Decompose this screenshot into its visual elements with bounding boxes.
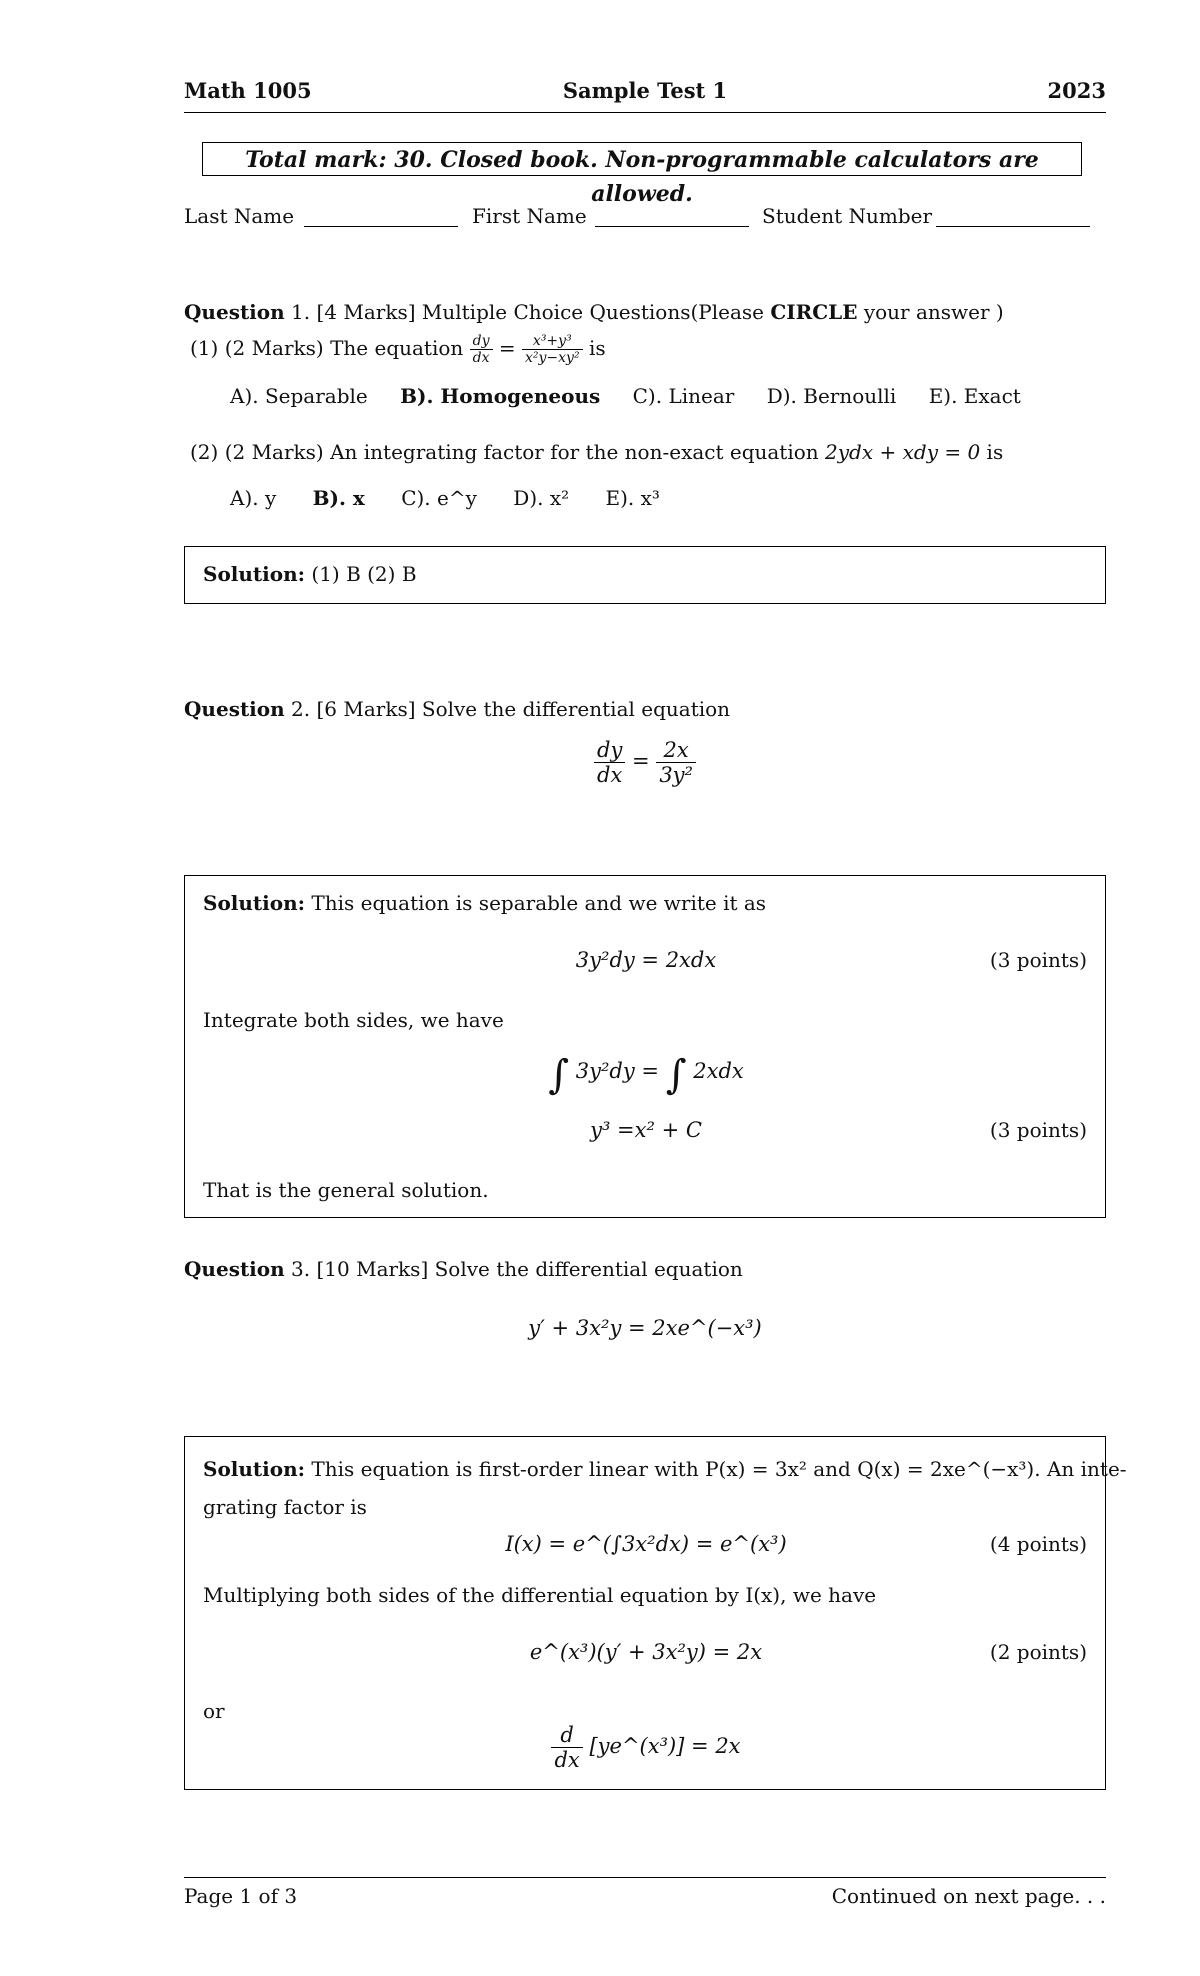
q2-equation: $\frac{dy}{dx}$ = $\frac{2x}{\text{3y²}}$: [184, 738, 1106, 787]
question-intro: [4 Marks] Multiple Choice Questions(Please: [310, 300, 771, 324]
question-label: Question: [184, 1257, 285, 1281]
option-d[interactable]: D). x²: [513, 486, 570, 510]
solution-line-2: Integrate both sides, we have: [203, 1008, 504, 1032]
test-title: Sample Test 1: [562, 78, 728, 103]
integral-lhs: 3y²dy =: [575, 1059, 660, 1083]
q1-part1-options: [230, 384, 1021, 408]
question-intro: [6 Marks] Solve the differential equation: [310, 697, 731, 721]
q1-part2-options: [230, 486, 660, 510]
option-b[interactable]: B). x: [312, 486, 365, 510]
question-number: 1.: [284, 300, 311, 324]
solution-intro-cont: grating factor is: [203, 1495, 367, 1519]
header-rule: [184, 112, 1106, 113]
part-suffix: is: [986, 440, 1004, 464]
first-name-label: First Name: [472, 204, 587, 228]
solution-intro: This equation is first-order linear with P(x) = 3x² and Q(x) = 2xe^(−x³). An inte-: [311, 1457, 1127, 1481]
last-name-label: Last Name: [184, 204, 295, 228]
q1-part1: (1) (2 Marks) The equation $\frac{dy}{dx}$ = $\frac{\text{x³+y³}}{\text{x²y−xy²}}$ is: [190, 333, 606, 366]
part-suffix: is: [588, 336, 606, 360]
page-number: Page 1 of 3: [184, 1884, 298, 1908]
solution-label: Solution:: [203, 891, 306, 915]
frac-num: x³+y³: [532, 333, 572, 349]
or-word: or: [203, 1699, 225, 1723]
course-name: Math 1005: [184, 78, 312, 103]
question-emphasis: CIRCLE: [770, 300, 858, 324]
integral-rhs: 2xdx: [693, 1059, 744, 1083]
student-info-row: [184, 204, 1106, 234]
exam-notice: Total mark: 30. Closed book. Non-programmable calculators are allowed.: [202, 142, 1082, 176]
frac-den: x²y−xy²: [522, 349, 583, 366]
solution-equation-1: 3y²dy = 2xdx: [575, 948, 717, 972]
frac-den: dx: [470, 349, 493, 366]
test-year: 2023: [1047, 78, 1106, 103]
question-2-heading: [184, 697, 730, 721]
derivative-fraction: [470, 333, 493, 366]
question-intro: [10 Marks] Solve the differential equation: [310, 1257, 743, 1281]
page-header: [184, 78, 1106, 110]
question-1-heading: [184, 300, 1004, 324]
frac-num: d: [560, 1723, 574, 1747]
footer-rule: [184, 1877, 1106, 1878]
frac-num: 2x: [663, 738, 689, 762]
solution-label: Solution:: [203, 1457, 306, 1481]
q1-part2: [190, 440, 1003, 464]
frac-den: dx: [594, 762, 625, 787]
option-a[interactable]: A). y: [230, 486, 277, 510]
option-d[interactable]: D). Bernoulli: [766, 384, 897, 408]
student-number-label: Student Number: [762, 204, 933, 228]
solution-line-2: Multiplying both sides of the differential equation by I(x), we have: [203, 1583, 877, 1607]
part-prefix: (1) (2 Marks) The equation: [190, 336, 464, 360]
integral-equation: ∫ 3y²dy = ∫ 2xdx: [548, 1052, 744, 1098]
q2-solution-box: [184, 875, 1106, 1218]
question-label: Question: [184, 300, 285, 324]
frac-den: 3y²: [656, 762, 696, 787]
continued-note: Continued on next page. . .: [831, 1884, 1106, 1908]
frac-num: dy: [597, 738, 623, 762]
question-number: 2.: [284, 697, 311, 721]
option-e[interactable]: E). Exact: [928, 384, 1021, 408]
question-number: 3.: [284, 1257, 311, 1281]
q1-solution-box: [184, 546, 1106, 604]
part-equation: 2ydx + xdy = 0: [825, 440, 981, 464]
points-2: (3 points): [989, 1118, 1087, 1142]
points-1: (4 points): [989, 1532, 1087, 1556]
question-intro-end: your answer ): [857, 300, 1004, 324]
student-number-field[interactable]: [936, 226, 1090, 227]
integrating-factor-equation: I(x) = e^(∫3x²dx) = e^(x³): [505, 1532, 787, 1556]
q3-equation: y′ + 3x²y = 2xe^(−x³): [528, 1316, 762, 1340]
question-label: Question: [184, 697, 285, 721]
option-a[interactable]: A). Separable: [230, 384, 368, 408]
rhs-fraction: [656, 738, 696, 787]
solution-equation-3: [185, 1723, 1107, 1772]
option-c[interactable]: C). Linear: [632, 384, 735, 408]
option-c[interactable]: C). e^y: [401, 486, 477, 510]
points-2: (2 points): [989, 1640, 1087, 1664]
points-1: (3 points): [989, 948, 1087, 972]
solution-text: (1) B (2) B: [311, 562, 417, 586]
q3-solution-box: [184, 1436, 1127, 1790]
option-b[interactable]: B). Homogeneous: [400, 384, 601, 408]
frac-den: dx: [551, 1747, 582, 1772]
solution-equation-3: y³ =x² + C: [590, 1118, 702, 1142]
first-name-field[interactable]: [595, 226, 749, 227]
solution-conclusion: That is the general solution.: [203, 1178, 489, 1202]
option-e[interactable]: E). x³: [605, 486, 660, 510]
solution-intro: This equation is separable and we write it as: [311, 891, 767, 915]
rhs-fraction: [522, 333, 583, 366]
equation-rest: [ye^(x³)] = 2x: [589, 1734, 741, 1758]
question-3-heading: [184, 1257, 743, 1281]
solution-equation-2: e^(x³)(y′ + 3x²y) = 2x: [529, 1640, 763, 1664]
part-prefix: (2) (2 Marks) An integrating factor for the non-exact equation: [190, 440, 819, 464]
last-name-field[interactable]: [304, 226, 458, 227]
solution-label: Solution:: [203, 562, 306, 586]
frac-num: dy: [472, 333, 490, 349]
derivative-fraction: [551, 1723, 582, 1772]
lhs-fraction: [594, 738, 625, 787]
